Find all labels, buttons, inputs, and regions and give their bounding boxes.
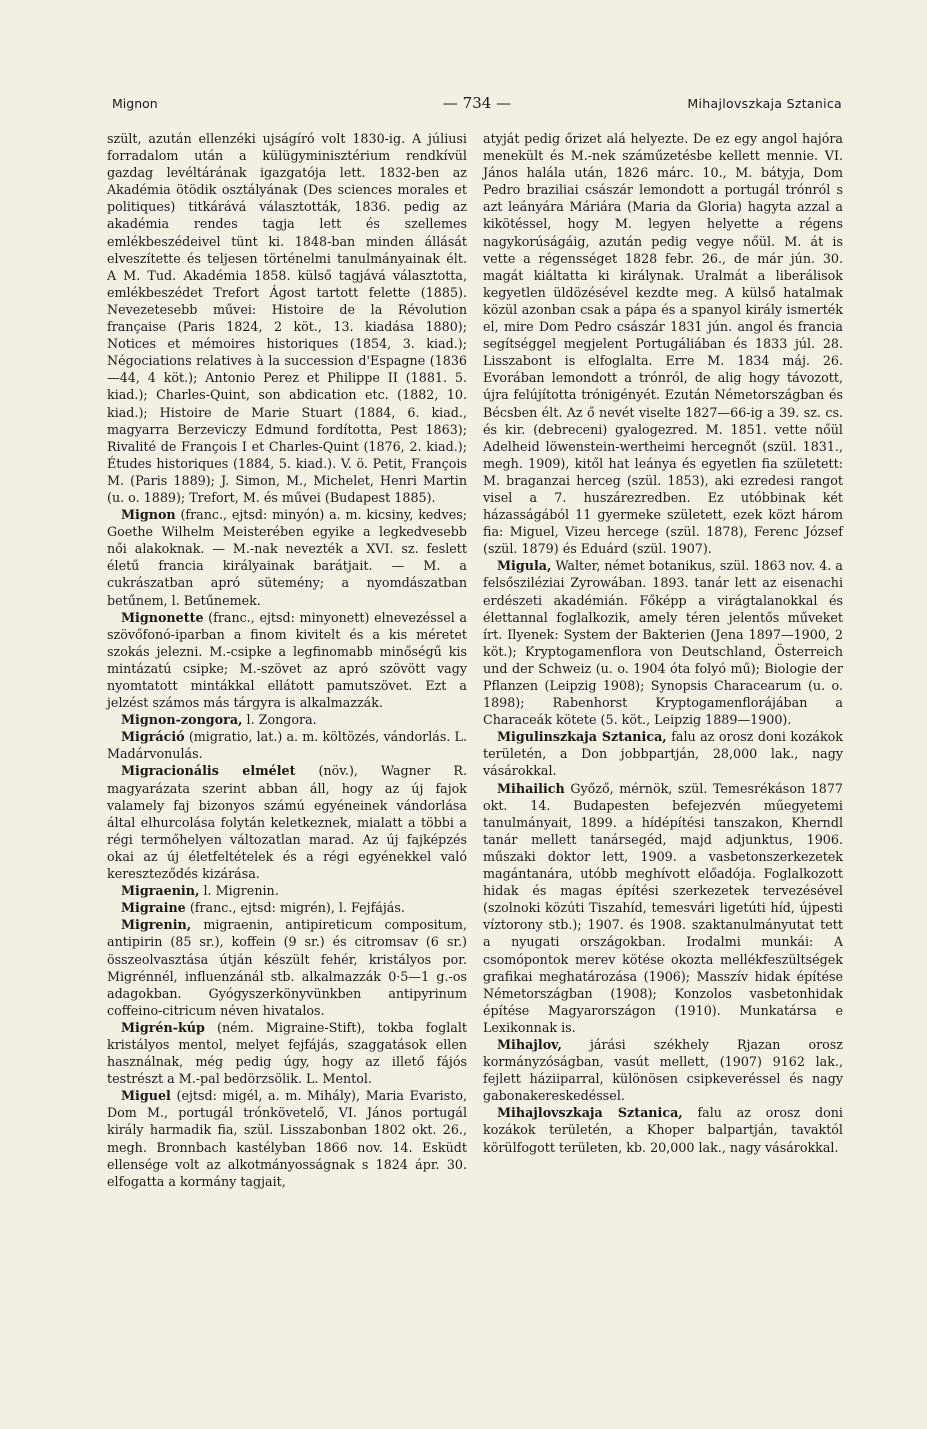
page-header xyxy=(112,96,842,116)
entry-migrenin xyxy=(107,916,467,1019)
headword: Miguel xyxy=(121,1088,171,1104)
entry-text: falu az orosz doni kozákok területén, a Khoper balpartján, tavaktól körülfogott területen, kb. 20,000 lak., nagy vásárokkal. xyxy=(483,1105,843,1155)
headword: Migraenin, xyxy=(121,883,200,899)
headword: Migula, xyxy=(497,558,552,574)
entry-mignon-zongora xyxy=(107,711,467,728)
entry-mignonette xyxy=(107,609,467,712)
headword: Mihajlov, xyxy=(497,1036,562,1052)
headword: Migracionális elmélet xyxy=(121,763,296,779)
entry-text: járási székhely Rjazan orosz kormányzóságban, vasút mellett, (1907) 9162 lak., fejlett háziiparral, különösen csipkeveréssel és nagy gabonakereskedéssel. xyxy=(483,1036,843,1104)
headword: Migráció xyxy=(121,729,185,745)
entry-text: Győző, mérnök, szül. Temesrékáson 1877 okt. 14. Budapesten befejezvén műegyetemi tanulmányait, 1899. a hídépítési tanszakon, Kherndl tanár mellett tanársegéd, majd adjunktus, 1906. műszaki doktor lett, 1909. a vasbetonszerkezetek magántanára, utóbb meghívott előadója. Foglalkozott hidak és magas építési szerkezetek tervezésével (szolnoki közúti Tiszahíd, temesvári ligetúti híd, újpesti víztorony stb.); 1907. és 1908. szaktanulmányutat tett a nyugati országokban. Irodalmi munkái: A csomópontok merev kötése okozta mellékfeszültségek grafikai meghatározása (1906); Masszív hidak építése Németországban (1908); Konzolos vasbetonhidak építése Magyarországon (1910). Munkatársa e Lexikonnak is. xyxy=(483,780,843,1035)
entry-text: (ném. Migraine-Stift), tokba foglalt kristályos mentol, melyet fejfájás, szaggatások ellen használnak, még pedig úgy, hogy az illető fájós testrészt a M.-pal bedörzsölik. L. Mentol. xyxy=(107,1019,467,1087)
headword: Migraine xyxy=(121,900,186,916)
entry-text: (migratio, lat.) a. m. költözés, vándorlás. L. Madárvonulás. xyxy=(107,729,467,762)
headword: Mignonette xyxy=(121,609,204,625)
headword: Migrén-kúp xyxy=(121,1019,205,1035)
entry-text: l. Migrenin. xyxy=(203,883,279,899)
entry-mignon xyxy=(107,506,467,609)
entry-continuation: atyját pedig őrizet alá helyezte. De ez egy angol hajóra menekült és M.-nek száműzetésbe kellett mennie. VI. János halála után, 1826 márc. 10., M. bátyja, Dom Pedro braziliai császár lemondott a portugál trónról s azt leányára Máriára (Maria da Gloria) hagyta azzal a kikötéssel, hogy M. legyen helyette a régens nagykorúságáig, azután pedig vegye nőül. M. át is vette a régensséget 1828 febr. 26., de már jún. 30. magát kiáltatta ki királynak. Uralmát a liberálisok kegyetlen üldözésével kezdte meg. A külső hatalmak közül azonban csak a pápa és a spanyol király ismerték el, mire Dom Pedro császár 1831 jún. angol és francia segítséggel megjelent Portugáliában és 1833 júl. 28. Lisszabont is elfoglalta. Erre M. 1834 máj. 26. Evorában lemondott a trónról, de alig hogy távozott, újra felújította trónigényét. Ezután Németországban és Bécsben élt. Az ő nevét viselte 1827—66-ig a 39. sz. cs. és kir. (debreceni) gyalogezred. M. 1851. vette nőül Adelheid löwenstein-wertheimi hercegnőt (szül. 1831., megh. 1909), kitől hat leánya és egyetlen fia született: M. braganzai herceg (szül. 1853), aki ezredesi rangot visel a 7. huszárezredben. Ez utóbbinak két házasságából 11 gyermeke született, ezek közt három fia: Miguel, Vizeu hercege (szül. 1878), Ferenc József (szül. 1879) és Eduárd (szül. 1907). xyxy=(483,131,843,557)
entry-migulinszkaja xyxy=(483,728,843,779)
entry-text: l. Zongora. xyxy=(246,712,317,728)
entry-text: (franc., ejtsd: migrén), l. Fejfájás. xyxy=(189,900,405,916)
headword: Mignon xyxy=(121,507,176,523)
header-right-keyword: Mihajlovszkaja Sztanica xyxy=(687,96,842,111)
headword: Mihajlovszkaja Sztanica, xyxy=(497,1105,683,1121)
entry-text: (franc., ejtsd: minyonett) elnevezéssel a szövőfonó-iparban a finom kivitelt és a kis méretet szokás jelezni. M.-csipke a legfinomabb minőségű kis mintázatú csipke; M.-szövet az apró szövött vagy nyomtatott mintákkal ellátott pamutszövet. Ezt a jelzést számos más tárgyra is alkalmazzák. xyxy=(107,609,467,711)
headword: Mihailich xyxy=(497,780,565,796)
headword: Migulinszkaja Sztanica, xyxy=(497,729,667,745)
entry-migracionalis xyxy=(107,762,467,882)
header-left-keyword: Mignon xyxy=(112,96,158,111)
headword: Migrenin, xyxy=(121,917,192,933)
entry-migracio xyxy=(107,728,467,762)
entry-mihajlov xyxy=(483,1036,843,1104)
entry-text: falu az orosz doni kozákok területén, a Don jobbpartján, 28,000 lak., nagy vásárokkal. xyxy=(483,729,843,779)
right-column xyxy=(483,130,843,1156)
headword: Mignon-zongora, xyxy=(121,712,243,728)
entry-migren-kup xyxy=(107,1019,467,1087)
entry-continuation: szült, azután ellenzéki ujságíró volt 1830-ig. A júliusi forradalom után a külügyminisztérium rendkívül gazdag levéltárának igazgatója lett. 1832-ben az Akadémia ötödik osztályának (Des sciences morales et politiques) titkárává választották, 1836. pedig az akadémia rendes tagja lett és szellemes emlékbeszédeivel tünt ki. 1848-ban minden állását elveszítette és teljesen történelmi tanulmányainak élt. A M. Tud. Akadémia 1858. külső tagjává választotta, emlékbeszédet Trefort Ágost tartott felette (1885). Nevezetesebb művei: Histoire de la Révolution française (Paris 1824, 2 köt., 13. kiadása 1880); Notices et mémoires historiques (1854, 3. kiad.); Négociations relatives à la succession d'Espagne (1836—44, 4 köt.); Antonio Perez et Philippe II (1881. 5. kiad.); Charles-Quint, son abdication etc. (1882, 10. kiad.); Histoire de Marie Stuart (1884, 6. kiad., magyarra Berzeviczy Edmund fordította, Pest 1863); Rivalité de François I et Charles-Quint (1876, 2. kiad.); Études historiques (1884, 5. kiad.). V. ö. Petit, François M. (Paris 1889); J. Simon, M., Michelet, Henri Martin (u. o. 1889); Trefort, M. és művei (Budapest 1885). xyxy=(107,131,467,505)
page-number: — 734 — xyxy=(442,94,512,112)
entry-text: (ejtsd: migél, a. m. Mihály), Maria Evaristo, Dom M., portugál trónkövetelő, VI. János portugál király harmadik fia, szül. Lisszabonban 1802 okt. 26., megh. Bronnbach kastélyban 1866 nov. 14. Esküdt ellensége volt az alkotmányosságnak s 1824 ápr. 30. elfogatta a kormány tagjait, xyxy=(107,1088,467,1189)
entry-migraine xyxy=(107,899,467,916)
entry-mihajlovszkaja xyxy=(483,1104,843,1155)
entry-migula xyxy=(483,557,843,728)
entry-miguel xyxy=(107,1087,467,1190)
entry-text: Walter, német botanikus, szül. 1863 nov. 4. a felsősziléziai Zyrowában. 1893. tanár lett az eisenachi erdészeti akadémián. Főképp a virágtalanokkal és élettannal foglalkozik, amely téren jelentős műveket írt. Ilyenek: System der Bakterien (Jena 1897—1900, 2 köt.); Kryptogamenflora von Deutschland, Österreich und der Schweiz (u. o. 1904 óta folyó mű); Biologie der Pflanzen (Leipzig 1908); Synopsis Characearum (u. o. 1898); Rabenhorst Kryptogamenflorájában a Characeák kötete (5. köt., Leipzig 1889—1900). xyxy=(483,558,843,728)
entry-text: (növ.), Wagner R. magyarázata szerint abban áll, hogy az új fajok valamely faj bizonyos számú egyéneinek vándorlása által elhurcolása folytán keletkeznek, mialatt a többi a régi termőhelyen változatlan marad. Az új fajképzés okai az új életfeltételek és a régi egyénekkel való kereszteződés kizárása. xyxy=(107,763,467,882)
entry-mihailich xyxy=(483,780,843,1036)
entry-text: (franc., ejtsd: minyón) a. m. kicsiny, kedves; Goethe Wilhelm Meisterében egyike a legkedvesebb női alakoknak. — M.-nak nevezték a XVI. sz. feslett életű francia királyainak barátjait. — M. a cukrászatban apró sütemény; a nyomdászatban betűnem, l. Betűnemek. xyxy=(107,507,467,608)
left-column xyxy=(107,130,467,1190)
entry-text: migraenin, antipireticum compositum, antipirin (85 sr.), koffein (9 sr.) és citromsav (6 sr.) összeolvasztása útján készült fehér, kristályos por. Migrénnél, influenzánál stb. alkalmazzák 0·5—1 g.-os adagokban. Gyógyszerkönyvünkben antipyrinum coffeino-citricum néven hivatalos. xyxy=(107,917,467,1018)
entry-migraenin xyxy=(107,882,467,899)
